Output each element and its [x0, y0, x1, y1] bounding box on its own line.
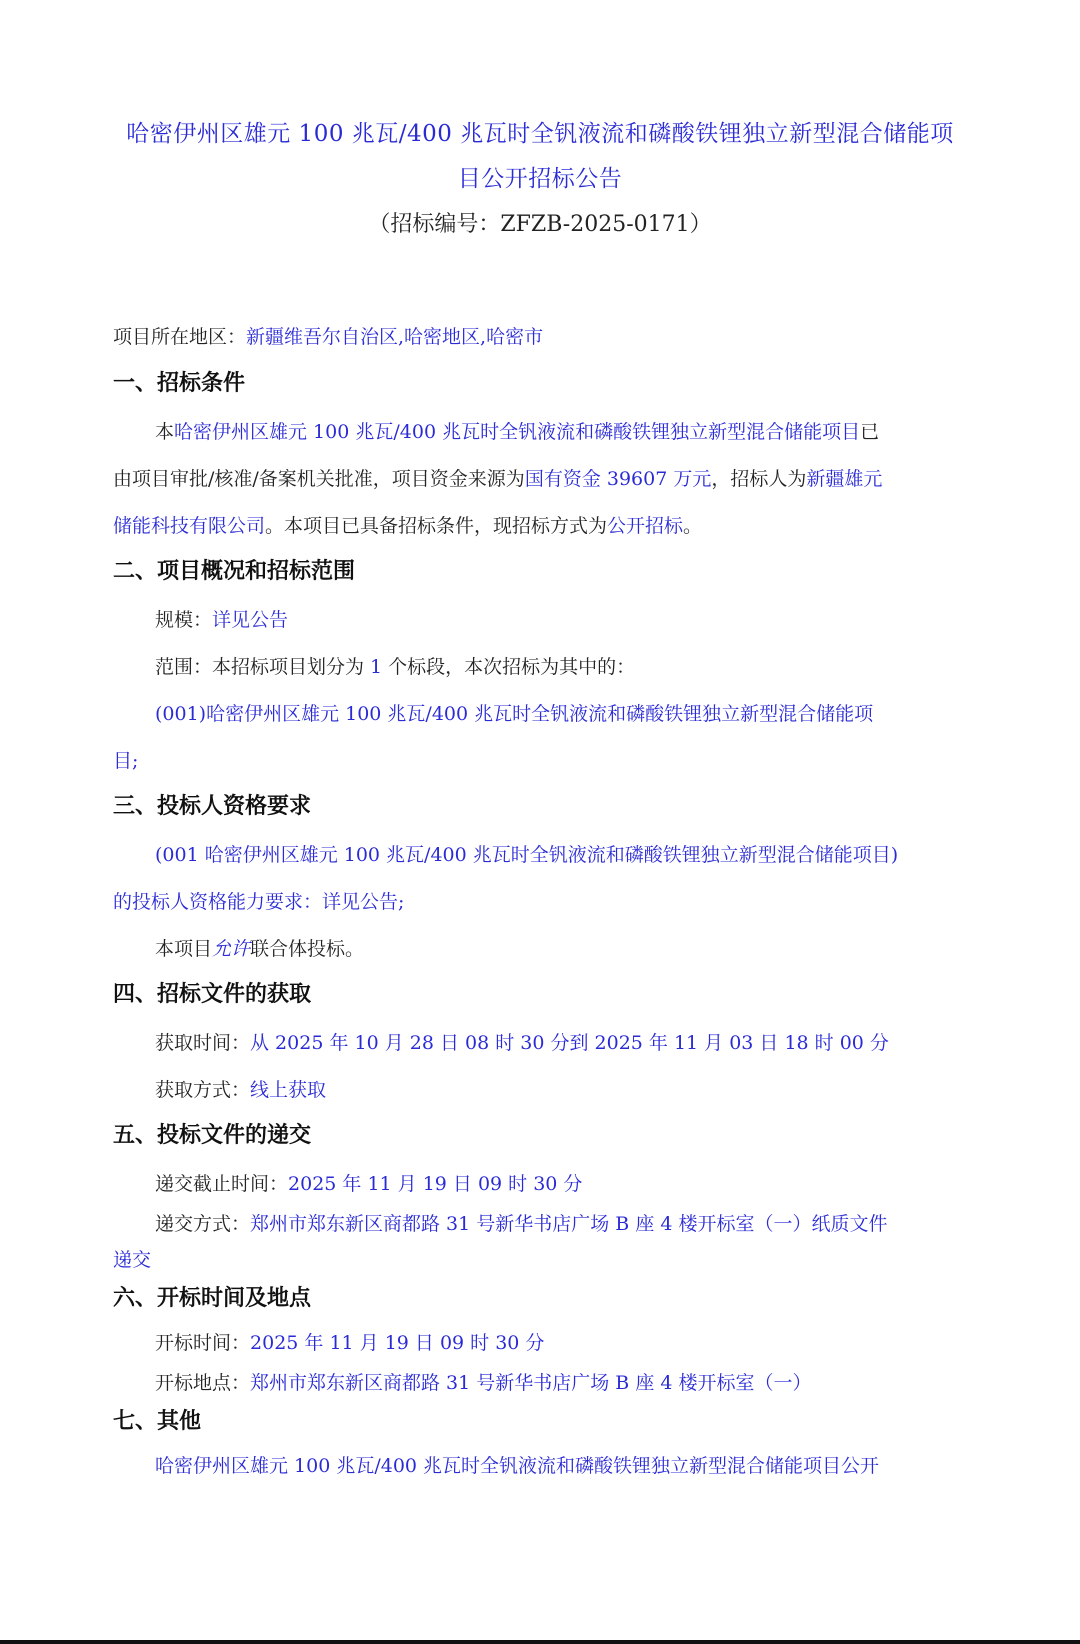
s4-method-label: 获取方式：	[155, 1079, 251, 1101]
s6-place-label: 开标地点：	[155, 1372, 251, 1394]
s1-text: 本	[155, 421, 175, 443]
s6-time-label: 开标时间：	[155, 1332, 251, 1354]
s4-time	[155, 1028, 985, 1055]
s6-time-value: 2025 年 11 月 19 日 09 时 30 分	[250, 1332, 545, 1354]
s2-scale	[155, 605, 985, 632]
s4-method-value: 线上获取	[250, 1079, 327, 1101]
s3-joint	[155, 934, 985, 961]
s3-joint-allowed: 允许	[212, 938, 251, 960]
s3-qual-line-1: (001 哈密伊州区雄元 100 兆瓦/400 兆瓦时全钒液流和磷酸铁锂独立新型混合储能项目)	[155, 844, 899, 866]
page-bottom-rule	[0, 1640, 1080, 1644]
s5-deadline-value: 2025 年 11 月 19 日 09 时 30 分	[288, 1173, 583, 1195]
s2-range-text: 范围：本招标项目划分为	[155, 656, 371, 678]
s3-joint-text: 本项目	[155, 938, 213, 960]
s2-scale-value: 详见公告	[212, 609, 289, 631]
s6-place	[155, 1368, 985, 1395]
s4-method	[155, 1075, 985, 1102]
s1-text: ，招标人为	[711, 468, 807, 490]
s3-qual-line-2: 的投标人资格能力要求：详见公告;	[113, 891, 405, 913]
section-5-heading: 五、投标文件的递交	[113, 1123, 312, 1148]
section-2-heading: 二、项目概况和招标范围	[113, 559, 356, 584]
s1-line-1	[155, 417, 985, 444]
s2-scale-label: 规模：	[155, 609, 213, 631]
s5-deadline	[155, 1169, 985, 1196]
s6-place-value: 郑州市郑东新区商都路 31 号新华书店广场 B 座 4 楼开标室（一）	[250, 1372, 812, 1394]
s1-line-2	[113, 464, 943, 491]
s4-time-value: 从 2025 年 10 月 28 日 08 时 30 分到 2025 年 11 月 03 日 18 时 00 分	[250, 1032, 889, 1054]
s1-text: 。	[683, 515, 703, 537]
s2-range-text: 个标段，本次招标为其中的：	[382, 656, 636, 678]
region-label: 项目所在地区：	[113, 326, 247, 348]
s1-text: 由项目审批/核准/备案机关批准，项目资金来源为	[113, 468, 525, 490]
s6-time	[155, 1328, 985, 1355]
s2-lot-line-1: (001)哈密伊州区雄元 100 兆瓦/400 兆瓦时全钒液流和磷酸铁锂独立新型混合储能项	[155, 703, 874, 725]
s4-time-label: 获取时间：	[155, 1032, 251, 1054]
s1-project-name: 哈密伊州区雄元 100 兆瓦/400 兆瓦时全钒液流和磷酸铁锂独立新型混合储能项目	[174, 421, 861, 443]
s1-line-3	[113, 511, 943, 538]
section-1-heading: 一、招标条件	[113, 371, 246, 396]
bid-number-label: （招标编号：	[368, 212, 501, 237]
s1-funding: 国有资金 39607 万元	[524, 468, 712, 490]
s2-lot-line-2: 目;	[113, 750, 139, 772]
s2-range	[155, 652, 985, 679]
s7-text: 哈密伊州区雄元 100 兆瓦/400 兆瓦时全钒液流和磷酸铁锂独立新型混合储能项目公开	[155, 1455, 880, 1477]
s5-method-cont: 递交	[113, 1249, 152, 1271]
title-line-1: 哈密伊州区雄元 100 兆瓦/400 兆瓦时全钒液流和磷酸铁锂独立新型混合储能项	[126, 121, 954, 147]
bid-number-value: ZFZB-2025-0171	[500, 212, 690, 237]
region-value: 新疆维吾尔自治区,哈密地区,哈密市	[246, 326, 544, 348]
s1-text: 。本项目已具备招标条件，现招标方式为	[265, 515, 608, 537]
title-line-2: 目公开招标公告	[457, 166, 623, 192]
section-7-heading: 七、其他	[113, 1409, 202, 1434]
s1-tenderer-cont: 储能科技有限公司	[113, 515, 266, 537]
s3-joint-text: 联合体投标。	[250, 938, 365, 960]
s1-tenderer: 新疆雄元	[806, 468, 883, 490]
s5-method-label: 递交方式：	[155, 1213, 251, 1235]
s1-text: 已	[860, 421, 880, 443]
s1-method: 公开招标	[607, 515, 684, 537]
section-6-heading: 六、开标时间及地点	[113, 1286, 312, 1311]
section-4-heading: 四、招标文件的获取	[113, 982, 312, 1007]
s5-method	[155, 1209, 985, 1236]
s2-lot-count: 1	[370, 656, 383, 678]
bid-number	[100, 207, 980, 238]
s5-deadline-label: 递交截止时间：	[155, 1173, 289, 1195]
region-line	[113, 322, 943, 349]
bid-number-close: ）	[689, 212, 712, 237]
section-3-heading: 三、投标人资格要求	[113, 794, 312, 819]
s5-method-value: 郑州市郑东新区商都路 31 号新华书店广场 B 座 4 楼开标室（一）纸质文件	[250, 1213, 888, 1235]
